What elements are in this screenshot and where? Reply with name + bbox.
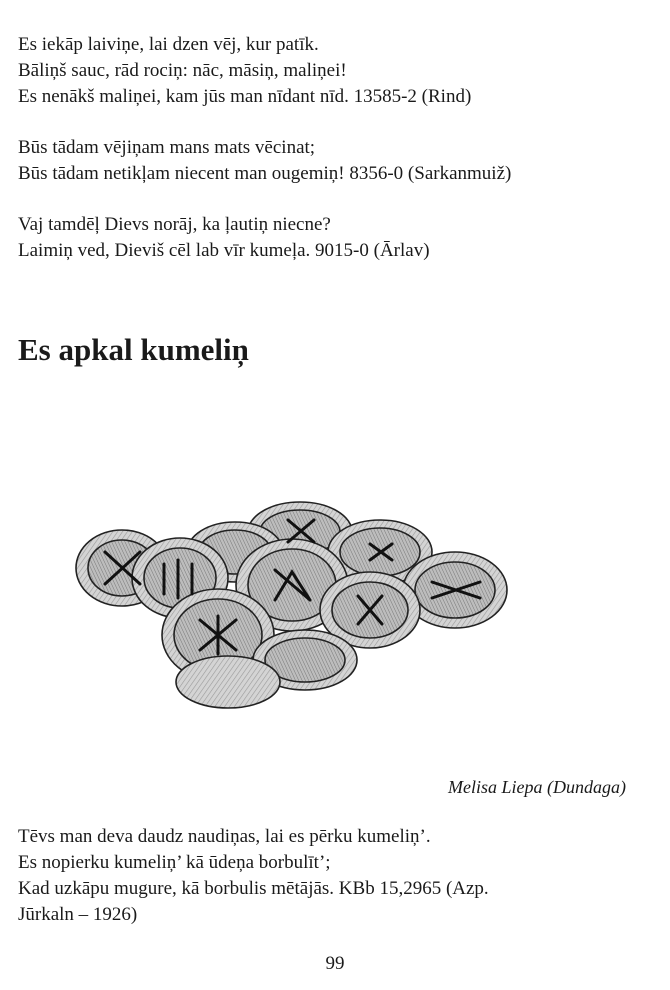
verse-line: Jūrkaln – 1926) — [18, 904, 138, 925]
verse-stanza — [18, 135, 511, 187]
verse-line: Būs tādam netikļam niecent man ougemiņ! 8356-0 (Sarkanmuiž) — [18, 163, 512, 184]
verse-line: Es iekāp laiviņe, lai dzen vēj, kur patīk. — [18, 34, 319, 55]
verse-line: Būs tādam vējiņam mans mats vēcinat; — [18, 137, 316, 158]
section-heading: Es apkal kumeliņ — [18, 332, 249, 367]
verse-stanza — [18, 824, 489, 928]
verse-line: Es nenākš maliņei, kam jūs man nīdant nīd. 13585-2 (Rind) — [18, 86, 472, 107]
verse-stanza — [18, 212, 430, 264]
verse-line: Laimiņ ved, Dieviš cēl lab vīr kumeļa. 9015-0 (Ārlav) — [18, 240, 430, 261]
verse-line: Vaj tamdēļ Dievs norāj, ka ļautiņ niecne? — [18, 214, 331, 235]
verse-line: Tēvs man deva daudz naudiņas, lai es pērku kumeliņ’. — [18, 826, 431, 847]
illustration-caption: Melisa Liepa (Dundaga) — [448, 777, 626, 797]
coin-pile-illustration — [60, 460, 520, 720]
verse-line: Es nopierku kumeliņ’ kā ūdeņa borbulīt’; — [18, 852, 331, 873]
verse-line: Bāliņš sauc, rād rociņ: nāc, māsiņ, maliņei! — [18, 60, 347, 81]
verse-line: Kad uzkāpu mugure, kā borbulis mētājās. KBb 15,2965 (Azp. — [18, 878, 489, 899]
page-number: 99 — [325, 953, 345, 974]
verse-stanza — [18, 32, 471, 110]
